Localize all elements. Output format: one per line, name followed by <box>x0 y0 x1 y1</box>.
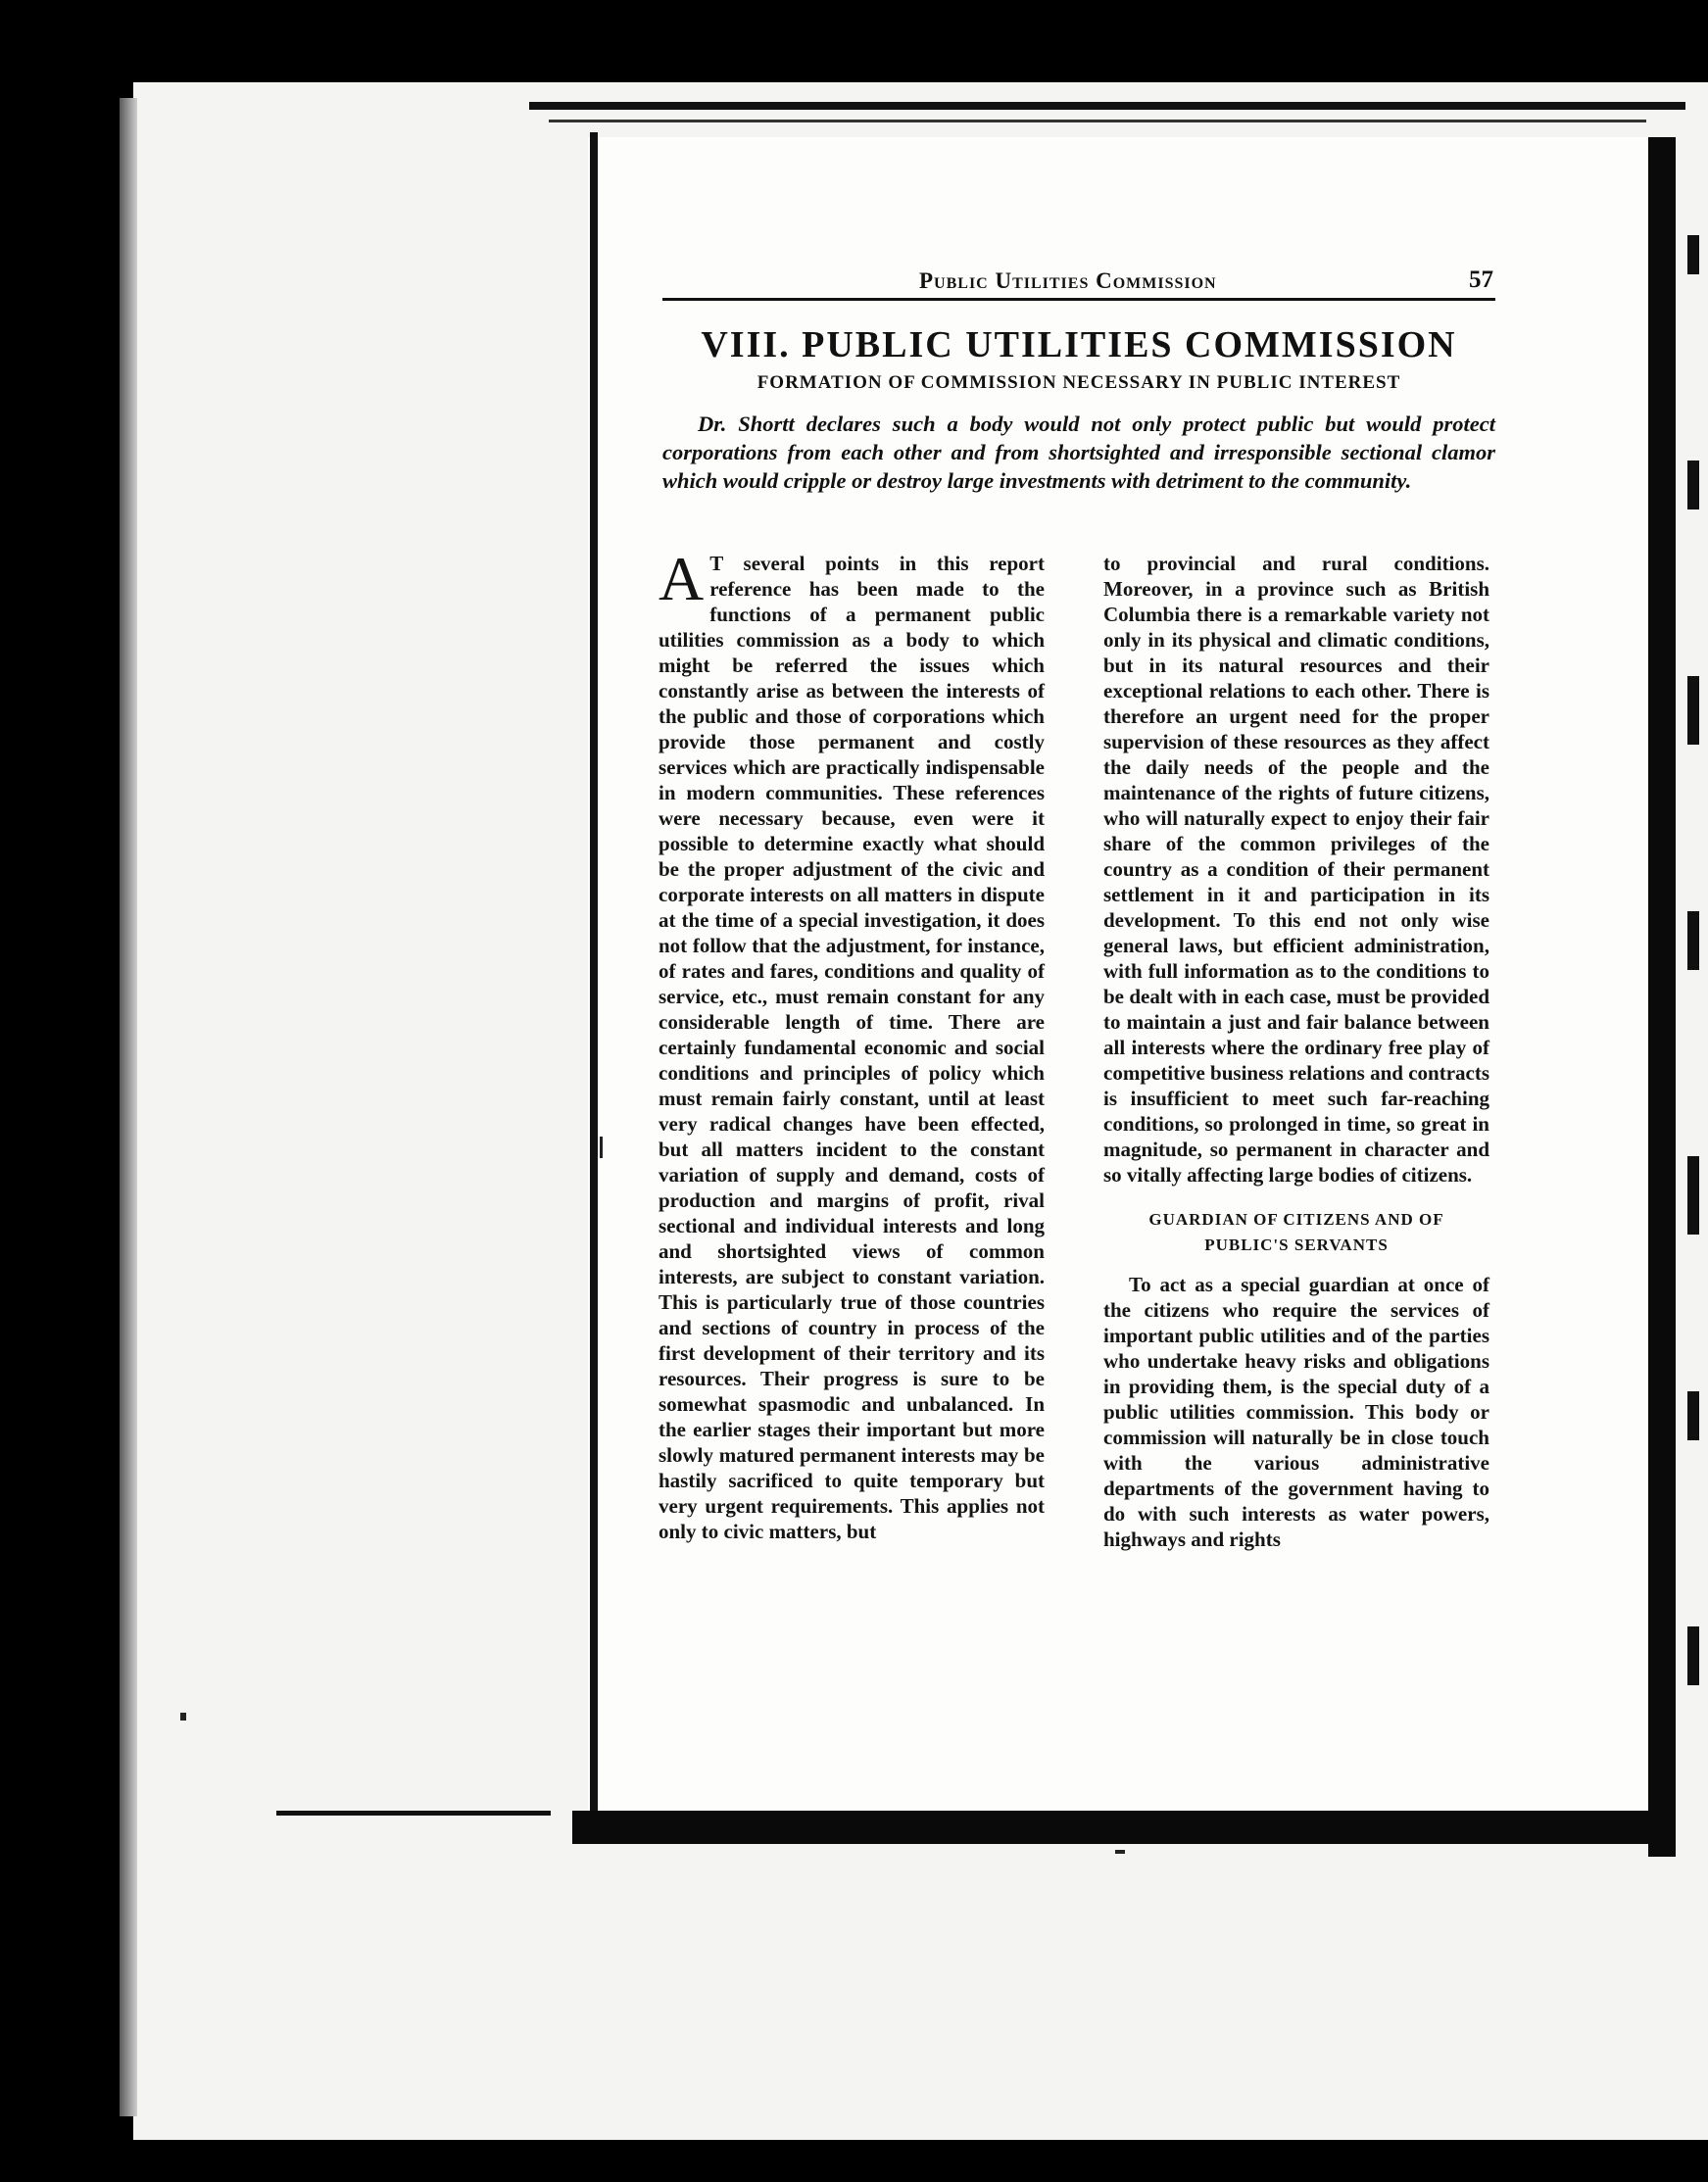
section-heading <box>1103 1207 1489 1258</box>
edge-mark <box>1687 911 1699 970</box>
edge-mark <box>1687 461 1699 509</box>
edge-mark <box>1687 235 1699 274</box>
body-paragraph: to provincial and rural conditions. Moreover, in a province such as British Columbia there is a remarkable variety not only in its physical and climatic conditions, but in its natural resources and their exceptional relations to each other. There is therefore an urgent need for the proper supervision of these resources as they affect the daily needs of the people and the maintenance of the rights of future citizens, who will naturally expect to enjoy their fair share of the common privileges of the country as a condition of their permanent settlement in it and participation in its development. To this end not only wise general laws, but efficient administration, with full information as to the conditions to be dealt with in each case, must be provided to maintain a just and fair balance between all interests where the ordinary free play of competitive business relations and contracts is insufficient to meet such far-reaching conditions, so prolonged in time, so great in magnitude, so permanent in character and so vitally affecting large bodies of citizens. <box>1103 552 1489 1187</box>
scan-speck <box>1115 1850 1125 1854</box>
top-rule <box>529 102 1685 110</box>
body-paragraph: To act as a special guardian at once of the citizens who require the services of important public utilities and of the parties who undertake heavy risks and obligations in providing them, is the special duty of a public utilities commission. This body or commission will naturally be in close touch with the various administrative departments of the government having to do with such interests as water powers, highways and rights <box>1103 1273 1489 1551</box>
body-paragraph: T several points in this report reference has been made to the functions of a permanent public utilities commission as a body to which might be referred the issues which constantly arise as between the interests of the public and those of corporations which provide those permanent and costly services which are practically indispensable in modern communities. These references were necessary because, even were it possible to determine exactly what should be the proper adjustment of the civic and corporate interests on all matters in dispute at the time of a special investigation, it does not follow that the adjustment, for instance, of rates and fares, conditions and quality of service, etc., must remain constant for any considerable length of time. There are certainly fundamental economic and social conditions and principles of policy which must remain fairly constant, until at least very radical changes have been effected, but all matters incident to the constant variation of supply and demand, costs of production and margins of profit, rival sectional and individual interests and long and shortsighted views of common interests, are subject to constant variation. This is particularly true of those countries and sections of country in process of the first development of their territory and its resources. Their progress is sure to be somewhat spasmodic and unbalanced. In the earlier stages their important but more slowly matured permanent interests may be hastily sacrificed to quite temporary but very urgent requirements. This applies not only to civic matters, but <box>659 552 1045 1543</box>
running-head-title: Public Utilities Commission <box>919 268 1217 293</box>
column-right <box>1103 551 1489 1552</box>
page-number: 57 <box>1469 267 1493 293</box>
bottom-rule <box>276 1811 551 1816</box>
scan-speck <box>180 1713 186 1721</box>
page-right-shadow <box>1648 137 1676 1857</box>
edge-mark <box>1687 1391 1699 1440</box>
column-left <box>659 544 1045 1544</box>
mount-left-edge <box>120 98 137 2116</box>
drop-cap: A <box>659 544 705 613</box>
page-bottom-shadow <box>572 1811 1676 1844</box>
scan-speck <box>600 1137 603 1158</box>
running-head <box>662 265 1495 301</box>
section-heading-line: GUARDIAN OF CITIZENS AND OF <box>1148 1210 1444 1229</box>
edge-mark <box>1687 1156 1699 1235</box>
edge-mark <box>1687 1626 1699 1685</box>
chapter-title: VIII. PUBLIC UTILITIES COMMISSION <box>701 324 1457 365</box>
edge-mark <box>1687 676 1699 745</box>
deck-summary: Dr. Shortt declares such a body would not only protect public but would protect corporations from each other and from shortsighted and irresponsible sectional clamor which would cripple or destroy large investments with detriment to the community. <box>662 412 1495 493</box>
page-left-border <box>590 132 598 1837</box>
section-heading-line: PUBLIC'S SERVANTS <box>1204 1236 1389 1254</box>
top-rule-thin <box>549 120 1646 122</box>
subhead: FORMATION OF COMMISSION NECESSARY IN PUBLIC INTEREST <box>756 372 1401 393</box>
